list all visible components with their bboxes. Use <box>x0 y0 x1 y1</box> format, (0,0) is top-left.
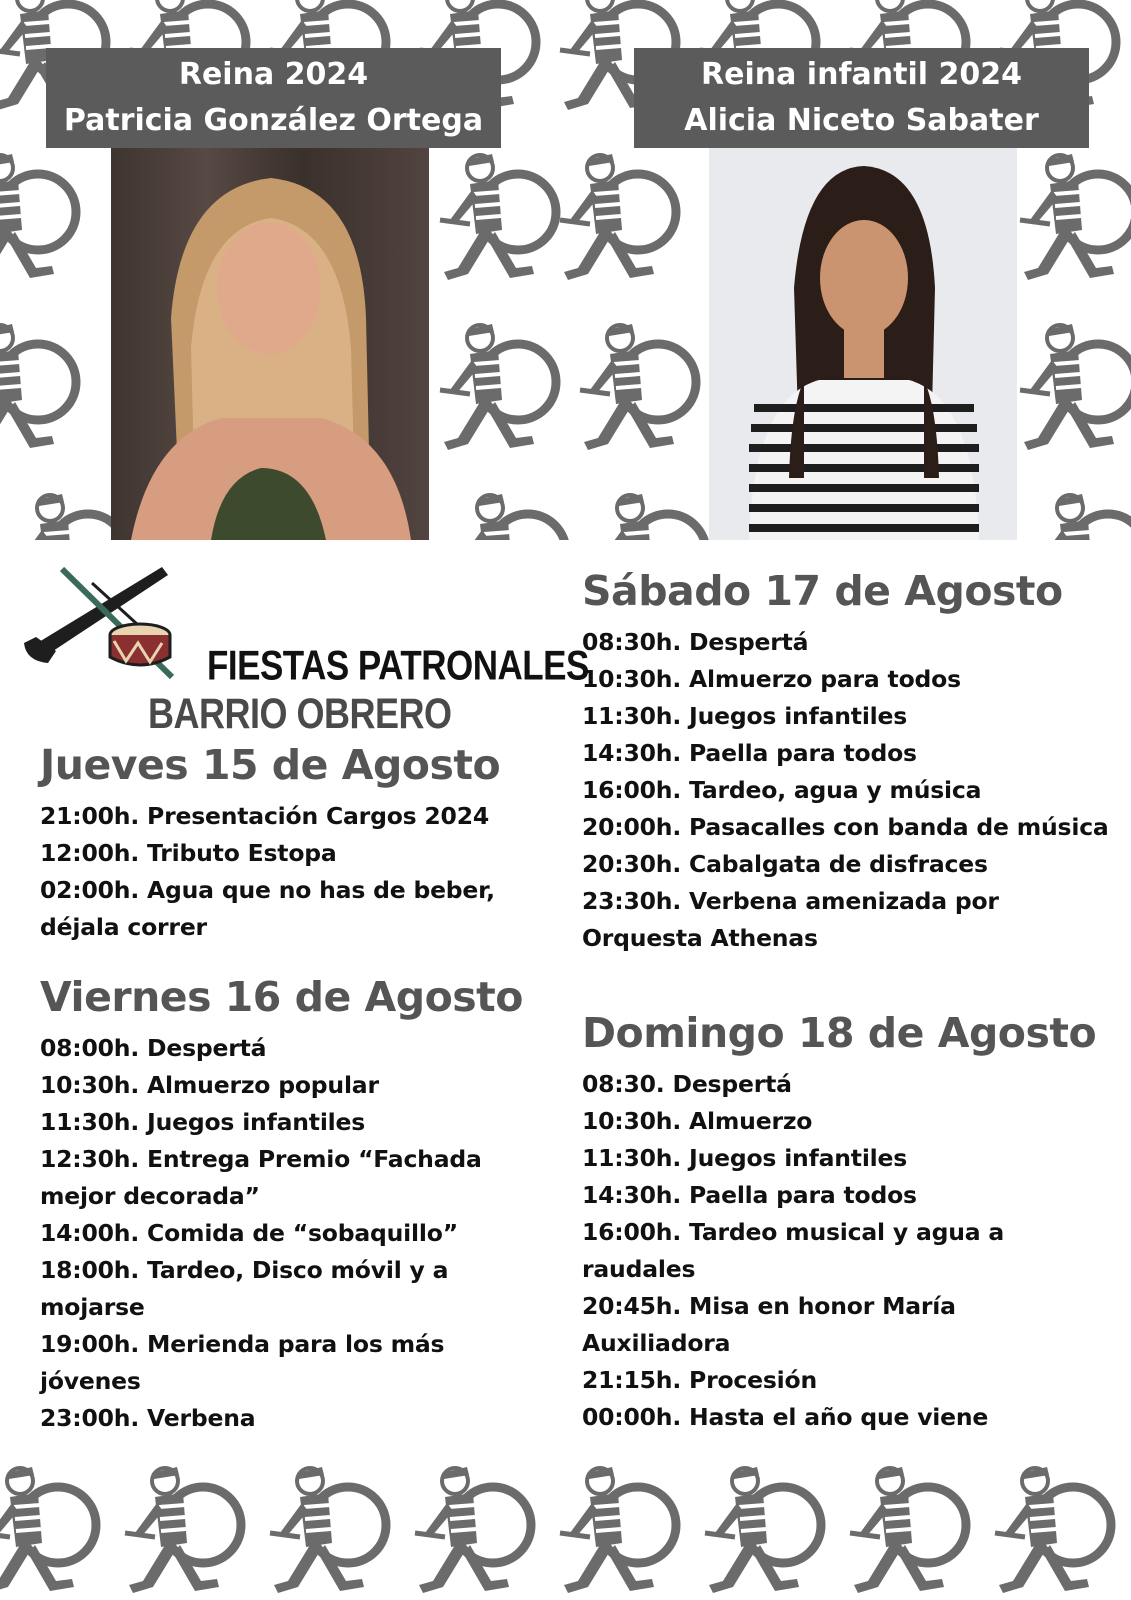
event-list <box>40 798 540 946</box>
event-item: 20:30h. Cabalgata de disfraces <box>582 850 988 878</box>
day-heading: Viernes 16 de Agosto <box>40 973 523 1021</box>
event-item: 18:00h. Tardeo, Disco móvil y a mojarse <box>40 1256 449 1321</box>
queen-adult-name: Patricia González Ortega <box>63 103 484 138</box>
logo-title: FIESTAS PATRONALES <box>207 643 589 690</box>
event-item: 11:30h. Juegos infantiles <box>40 1108 366 1136</box>
drummer-icon <box>0 1455 1131 1600</box>
day-heading: Jueves 15 de Agosto <box>40 741 501 789</box>
queen-child-title-band <box>634 48 1089 148</box>
event-item: 23:30h. Verbena amenizada por Orquesta Athenas <box>582 887 999 952</box>
event-item: 08:30h. Despertá <box>582 628 809 656</box>
event-item: 11:30h. Juegos infantiles <box>582 1144 908 1172</box>
event-list <box>582 624 1112 957</box>
event-list <box>40 1030 540 1437</box>
fiestas-logo <box>22 565 589 738</box>
event-item: 14:30h. Paella para todos <box>582 739 917 767</box>
event-item: 16:00h. Tardeo musical y agua a raudales <box>582 1218 1005 1283</box>
queen-child-title: Reina infantil 2024 <box>701 57 1022 92</box>
event-item: 00:00h. Hasta el año que viene <box>582 1403 989 1431</box>
event-item: 20:00h. Pasacalles con banda de música <box>582 813 1109 841</box>
queen-child-photo <box>709 148 1017 540</box>
drummer-pattern-bottom <box>0 1455 1131 1600</box>
event-item: 10:30h. Almuerzo popular <box>40 1071 379 1099</box>
event-item: 14:00h. Comida de “sobaquillo” <box>40 1219 458 1247</box>
clarinet-and-drum-icon <box>22 565 202 685</box>
event-item: 23:00h. Verbena <box>40 1404 256 1432</box>
event-item: 19:00h. Merienda para los más jóvenes <box>40 1330 445 1395</box>
day-sabado <box>582 566 1112 957</box>
queen-adult-title: Reina 2024 <box>178 57 369 92</box>
event-item: 10:30h. Almuerzo para todos <box>582 665 961 693</box>
day-jueves <box>40 740 540 946</box>
event-item: 16:00h. Tardeo, agua y música <box>582 776 982 804</box>
event-item: 02:00h. Agua que no has de beber, déjala correr <box>40 876 495 941</box>
day-viernes <box>40 972 540 1437</box>
event-item: 20:45h. Misa en honor María Auxiliadora <box>582 1292 956 1357</box>
queen-child-name: Alicia Niceto Sabater <box>684 103 1039 138</box>
queen-adult-title-band <box>46 48 501 148</box>
event-item: 21:15h. Procesión <box>582 1366 817 1394</box>
logo-subtitle: BARRIO OBRERO <box>148 689 452 738</box>
event-list <box>582 1066 1112 1436</box>
day-domingo <box>582 1008 1112 1436</box>
event-item: 11:30h. Juegos infantiles <box>582 702 908 730</box>
event-item: 12:00h. Tributo Estopa <box>40 839 337 867</box>
event-item: 10:30h. Almuerzo <box>582 1107 813 1135</box>
event-item: 08:00h. Despertá <box>40 1034 267 1062</box>
event-item: 14:30h. Paella para todos <box>582 1181 917 1209</box>
day-heading: Domingo 18 de Agosto <box>582 1009 1097 1057</box>
day-heading: Sábado 17 de Agosto <box>582 567 1063 615</box>
event-item: 08:30. Despertá <box>582 1070 792 1098</box>
event-item: 21:00h. Presentación Cargos 2024 <box>40 802 490 830</box>
event-item: 12:30h. Entrega Premio “Fachada mejor decorada” <box>40 1145 482 1210</box>
queen-adult-photo <box>111 148 429 540</box>
